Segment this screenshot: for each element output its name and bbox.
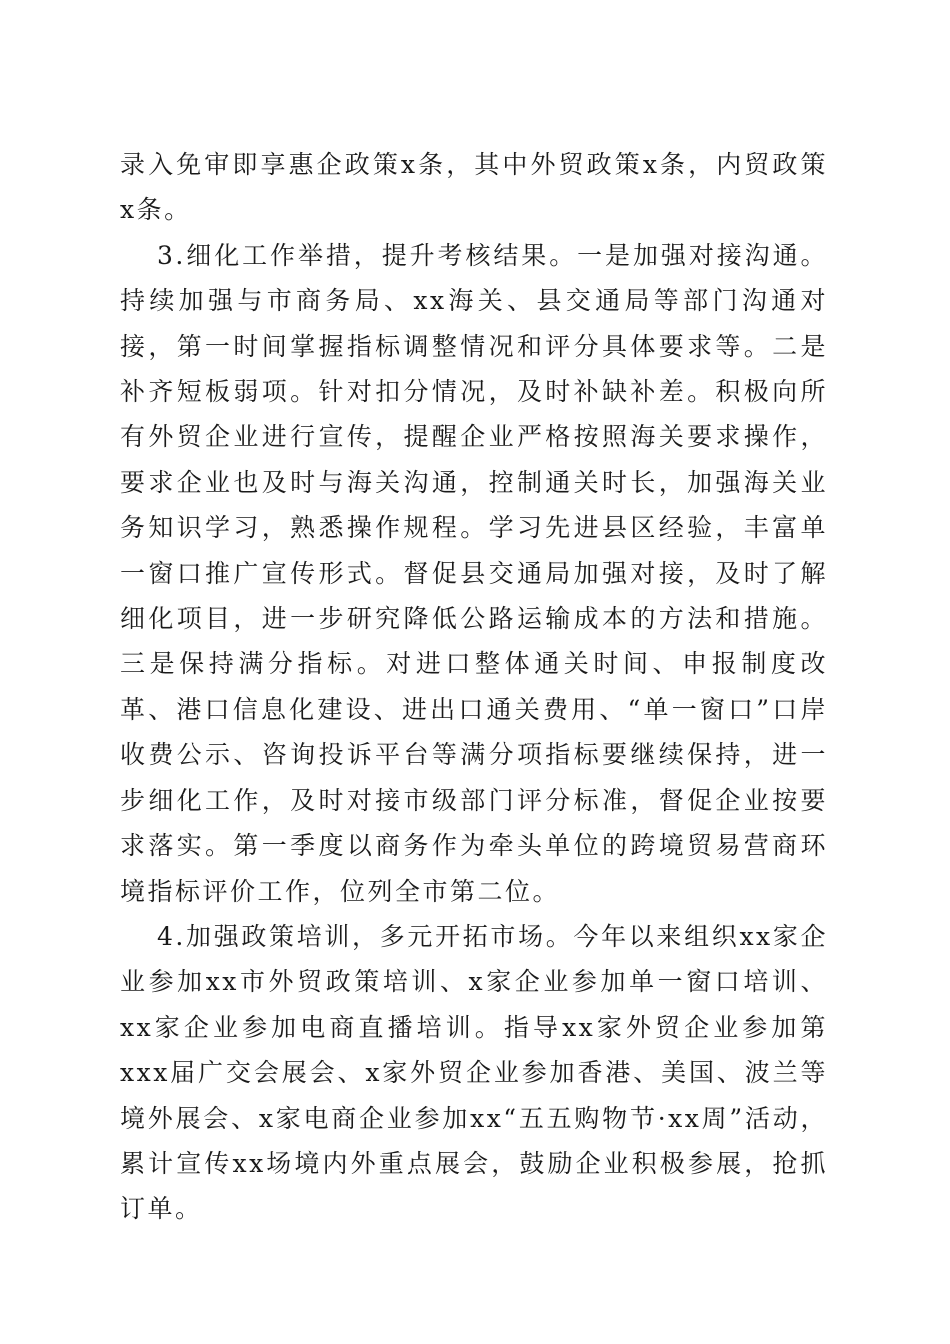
paragraph-4-policy-training: 4.加强政策培训，多元开拓市场。今年以来组织xx家企业参加xx市外贸政策培训、x家企业参加单一窗口培训、xx家企业参加电商直播培训。指导xx家外贸企业参加第xxx届广交会展会、x家外贸企业参加香港、美国、波兰等境外展会、x家电商企业参加xx“五五购物节·xx周”活动，累计宣传xx场境内外重点展会，鼓励企业积极参展，抢抓订单。 (120, 921, 828, 1224)
document-body (120, 142, 828, 1232)
paragraph-continuation: 录入免审即享惠企政策x条，其中外贸政策x条，内贸政策x条。 (120, 150, 828, 225)
paragraph-3-work-measures: 3.细化工作举措，提升考核结果。一是加强对接沟通。持续加强与市商务局、xx海关、县交通局等部门沟通对接，第一时间掌握指标调整情况和评分具体要求等。二是补齐短板弱项。针对扣分情况，及时补缺补差。积极向所有外贸企业进行宣传，提醒企业严格按照海关要求操作，要求企业也及时与海关沟通，控制通关时长，加强海关业务知识学习，熟悉操作规程。学习先进县区经验，丰富单一窗口推广宣传形式。督促县交通局加强对接，及时了解细化项目，进一步研究降低公路运输成本的方法和措施。三是保持满分指标。对进口整体通关时间、申报制度改革、港口信息化建设、进出口通关费用、“单一窗口”口岸收费公示、咨询投诉平台等满分项指标要继续保持，进一步细化工作，及时对接市级部门评分标准，督促企业按要求落实。第一季度以商务作为牵头单位的跨境贸易营商环境指标评价工作，位列全市第二位。 (120, 240, 828, 906)
